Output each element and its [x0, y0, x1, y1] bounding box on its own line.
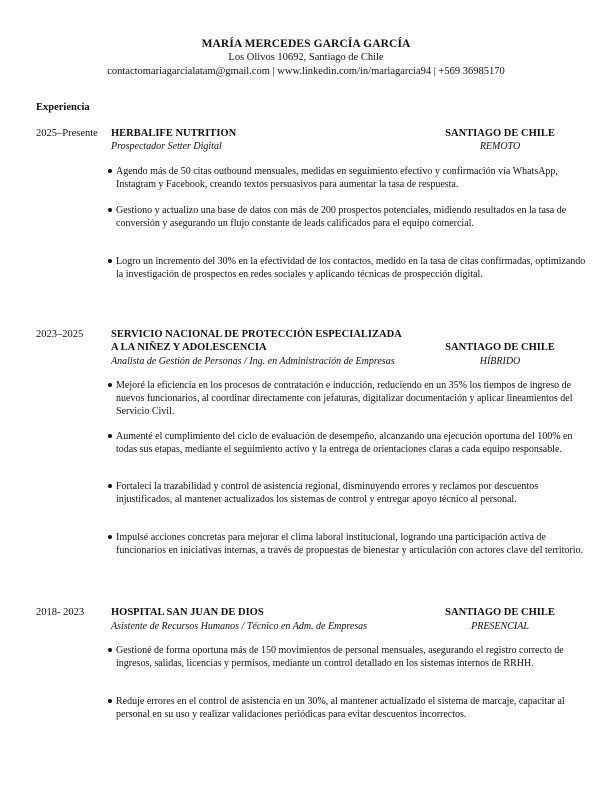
bullet-icon	[108, 535, 112, 539]
job-company-line2: A LA NIÑEZ Y ADOLESCENCIA	[111, 342, 267, 353]
bullet-item: Logro un incremento del 30% en la efectividad de los contactos, medido en la tasa de citas confirmadas, optimizando la investigación de prospectos en redes sociales y aplicando técnicas de prospección digital.	[108, 256, 586, 282]
bullet-item: Gestioné de forma oportuna más de 150 movimientos de personal mensuales, asegurando el registro correcto de ingresos, salidas, licencias y permisos, mediante un control detallado en los sistemas internos de RRHH.	[108, 645, 586, 671]
bullet-item: Impulsé acciones concretas para mejorar el clima laboral institucional, logrando una participación activa de funcionarios en iniciativas internas, a través de propuestas de bienestar y articulación con actores clave del territorio.	[108, 532, 586, 558]
address: Los Olivos 10692, Santiago de Chile	[228, 52, 384, 63]
job-location: SANTIAGO DE CHILE	[445, 607, 555, 618]
job-location: SANTIAGO DE CHILE	[445, 342, 555, 353]
job-company: HERBALIFE NUTRITION	[111, 128, 237, 139]
bullet-item: Gestiono y actualizo una base de datos con más de 200 prospectos potenciales, midiendo resultados en la tasa de conversión y asegurando un flujo constante de leads calificados para el equipo comercial.	[108, 205, 586, 231]
bullet-icon	[108, 484, 112, 488]
job-work-mode: HÍBRIDO	[479, 356, 521, 367]
section-title-experience: Experiencia	[36, 102, 90, 113]
job-period: 2025–Presente	[36, 128, 98, 139]
bullet-item: Reduje errores en el control de asistencia en un 30%, al mantener actualizado el sistema de marcaje, capacitar al personal en su uso y realizar validaciones periódicas para evitar descuentos incorrectos.	[108, 696, 586, 722]
bullet-icon	[108, 648, 112, 652]
job-role: Asistente de Recursos Humanos / Técnico en Adm. de Empresas	[111, 621, 368, 632]
job-work-mode: PRESENCIAL	[471, 621, 529, 632]
job-period: 2018- 2023	[36, 607, 85, 618]
bullet-item: Fortalecí la trazabilidad y control de asistencia regional, disminuyendo errores y reclamos por descuentos injustificados, al mantener actualizados los sistemas de control y entregar apoyo técnico al personal.	[108, 481, 586, 507]
contact-line: contactomariagarcialatam@gmail.com | www.linkedin.com/in/mariagarcia94 | +569 36985170	[107, 66, 505, 77]
candidate-name: MARÍA MERCEDES GARCÍA GARCÍA	[201, 38, 411, 50]
job-company: HOSPITAL SAN JUAN DE DIOS	[111, 607, 264, 618]
bullet-item: Aumenté el cumplimiento del ciclo de evaluación de desempeño, alcanzando una ejecución oportuna del 100% en todas sus etapas, mediante el seguimiento activo y la entrega de orientaciones claras a cada equipo responsable.	[108, 431, 586, 457]
job-role: Analista de Gestión de Personas / Ing. en Administración de Empresas	[111, 356, 395, 367]
bullet-icon	[108, 434, 112, 438]
bullet-icon	[108, 169, 112, 173]
job-company: SERVICIO NACIONAL DE PROTECCIÓN ESPECIALIZADA	[111, 329, 402, 340]
job-period: 2023–2025	[36, 329, 84, 340]
bullet-icon	[108, 208, 112, 212]
job-role: Prospectador Setter Digital	[111, 141, 222, 152]
bullet-icon	[108, 259, 112, 263]
job-work-mode: REMOTO	[479, 141, 521, 152]
bullet-icon	[108, 383, 112, 387]
job-location: SANTIAGO DE CHILE	[445, 128, 555, 139]
bullet-icon	[108, 699, 112, 703]
bullet-item: Mejoré la eficiencia en los procesos de contratación e inducción, reduciendo en un 35% los tiempos de ingreso de nuevos funcionarios, al coordinar directamente con jefaturas, digitalizar documentación y aplicar lineamientos del Servicio Civil.	[108, 380, 586, 418]
bullet-item: Agendo más de 50 citas outbound mensuales, medidas en seguimiento efectivo y confirmación vía WhatsApp, Instagram y Facebook, creando textos persuasivos para aumentar la tasa de respuesta.	[108, 166, 586, 192]
